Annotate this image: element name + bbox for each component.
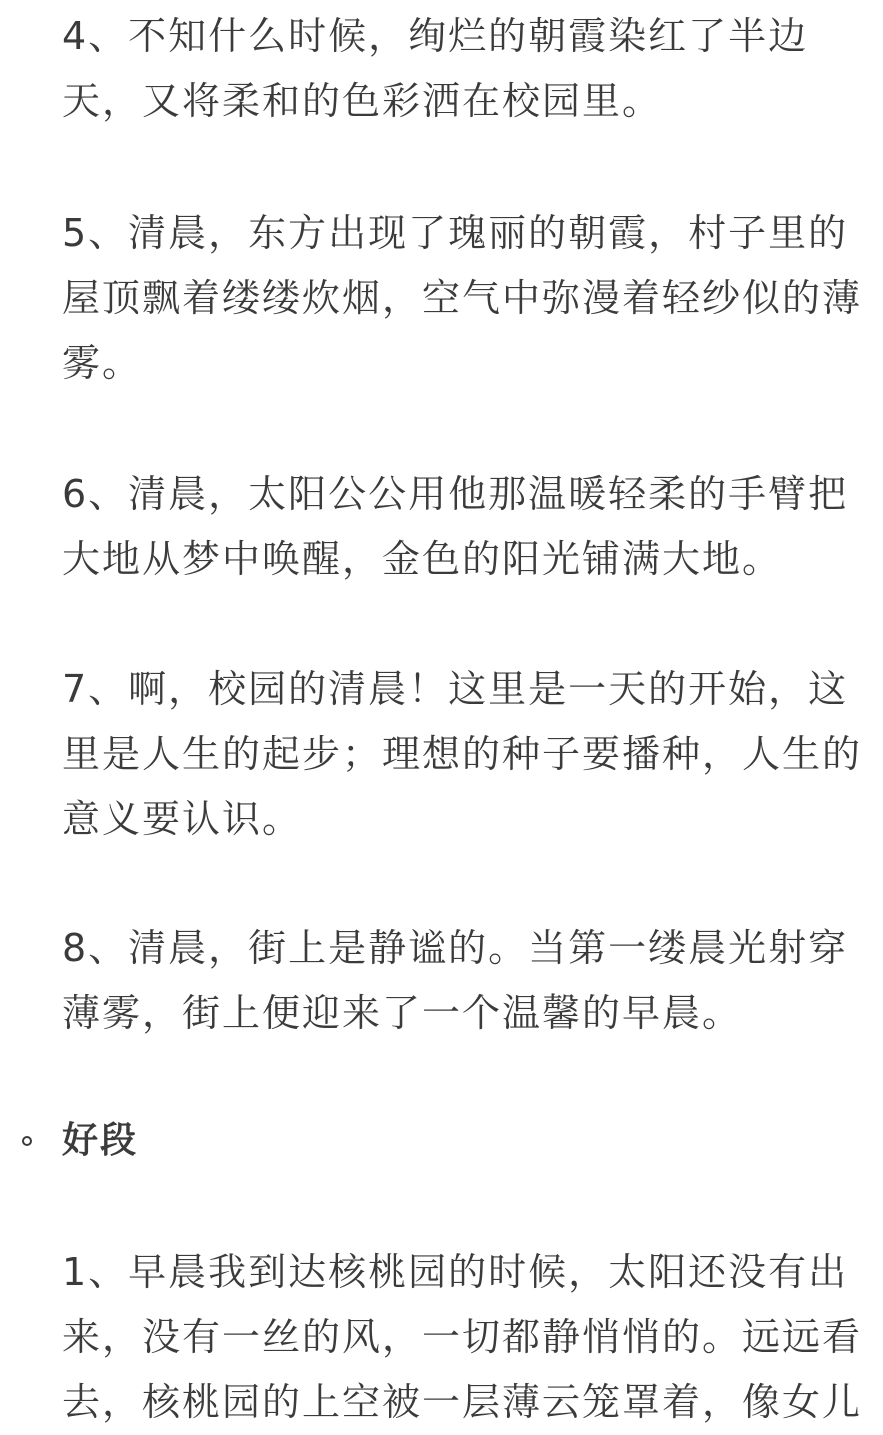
sentence-7: 7、啊，校园的清晨！这里是一天的开始，这里是人生的起步；理想的种子要播种，人生的意义要认识。	[62, 667, 863, 841]
sentence-4: 4、不知什么时候，绚烂的朝霞染红了半边天，又将柔和的色彩洒在校园里。	[62, 14, 809, 123]
sentence-6: 6、清晨，太阳公公用他那温暖轻柔的手臂把大地从梦中唤醒，金色的阳光铺满大地。	[62, 472, 849, 581]
section-heading	[0, 1108, 883, 1173]
sentence-8: 8、清晨，街上是静谧的。当第一缕晨光射穿薄雾，街上便迎来了一个温馨的早晨。	[62, 926, 849, 1035]
circle-bullet-icon	[22, 1136, 32, 1146]
sentence-5: 5、清晨，东方出现了瑰丽的朝霞，村子里的屋顶飘着缕缕炊烟，空气中弥漫着轻纱似的薄雾。	[62, 211, 863, 385]
section-title: 好段	[62, 1120, 139, 1161]
paragraph-1: 1、早晨我到达核桃园的时候，太阳还没有出来，没有一丝的风，一切都静悄悄的。远远看去，核桃园的上空被一层薄云笼罩着，像女儿	[62, 1250, 863, 1424]
